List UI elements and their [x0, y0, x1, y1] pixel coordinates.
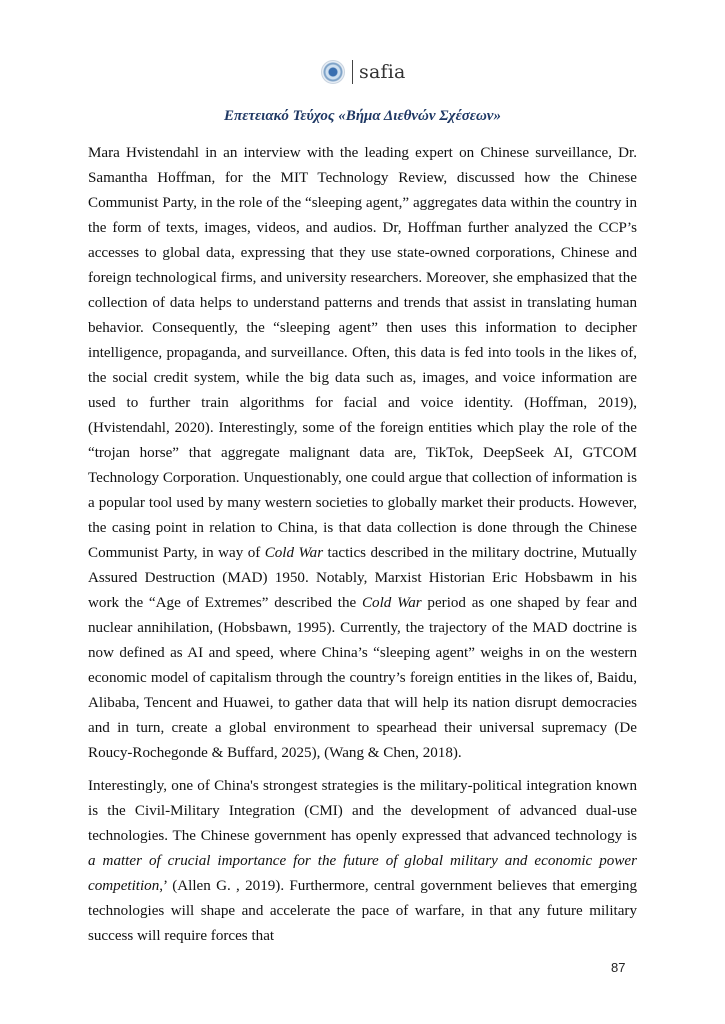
paragraph-2	[88, 774, 637, 949]
italic-term: Cold War	[264, 545, 324, 561]
italic-quote: a matter of crucial importance for the future of global military and economic power competition	[88, 853, 637, 894]
article-body	[88, 141, 637, 957]
paragraph-1	[88, 141, 637, 766]
text-segment: period as one shaped by fear and nuclear annihilation, (Hobsbawn, 1995). Currently, the trajectory of the MAD doctrine is now defined as AI and speed, where China’s “sleeping agent” weighs in on the western economic model of capitalism through the country’s foreign entities in the likes of, Baidu, Alibaba, Tencent and Huawei, to gather data that will help its nation disrupt democracies and in turn, create a global environment to spearhead their universal supremacy (De Roucy-Rochegonde & Buffard, 2025), (Wang & Chen, 2018).	[88, 595, 637, 761]
text-segment: Interestingly, one of China's strongest strategies is the military-political integration known is the Civil-Military Integration (CMI) and the development of advanced dual-use technologies. The Chinese government has openly expressed that advanced technology is	[88, 778, 637, 844]
text-segment: ,’ (Allen G. , 2019). Furthermore, central government believes that emerging technologies will shape and accelerate the pace of warfare, in that any future military success will require forces that	[88, 878, 637, 944]
issue-heading: Επετειακό Τεύχος «Βήμα Διεθνών Σχέσεων»	[224, 108, 501, 124]
text-segment: Mara Hvistendahl in an interview with the leading expert on Chinese surveillance, Dr. Samantha Hoffman, for the MIT Technology Review, discussed how the Chinese Communist Party, in the role of the “sleeping agent,” aggregates data within the country in the form of texts, images, videos, and audios. Dr, Hoffman further analyzed the CCP’s accesses to global data, expressing that they use state-owned corporations, Chinese and foreign technological firms, and university researchers. Moreover, she emphasized that the collection of data helps to understand patterns and trends that assist in translating human behavior. Consequently, the “sleeping agent” then uses this information to decipher intelligence, propaganda, and surveillance. Often, this data is fed into tools in the likes of, the social credit system, while the big data such as, images, and voice information are used to further train algorithms for facial and voice identity. (Hoffman, 2019), (Hvistendahl, 2020). Interestingly, some of the foreign entities which play the role of the “trojan horse” that aggregate malignant data are, TikTok, DeepSeek AI, GTCOM Technology Corporation. Unquestionably, one could argue that collection of information is a popular tool used by many western societies to globally market their products. However, the casing point in relation to China, is that data collection is done through the Chinese Communist Party, in way of	[88, 145, 637, 561]
publisher-logo	[321, 58, 406, 86]
text-segment: tactics described in the military doctrine, Mutually Assured Destruction (MAD) 1950. Notably, Marxist Historian Eric Hobsbawm in his work the “Age of Extremes” described the	[88, 545, 637, 611]
page-number: 87	[611, 960, 626, 975]
logo-text: safia	[359, 61, 406, 83]
safia-emblem-icon	[321, 60, 345, 84]
italic-term: Cold War	[361, 595, 422, 611]
logo-divider	[352, 60, 353, 84]
